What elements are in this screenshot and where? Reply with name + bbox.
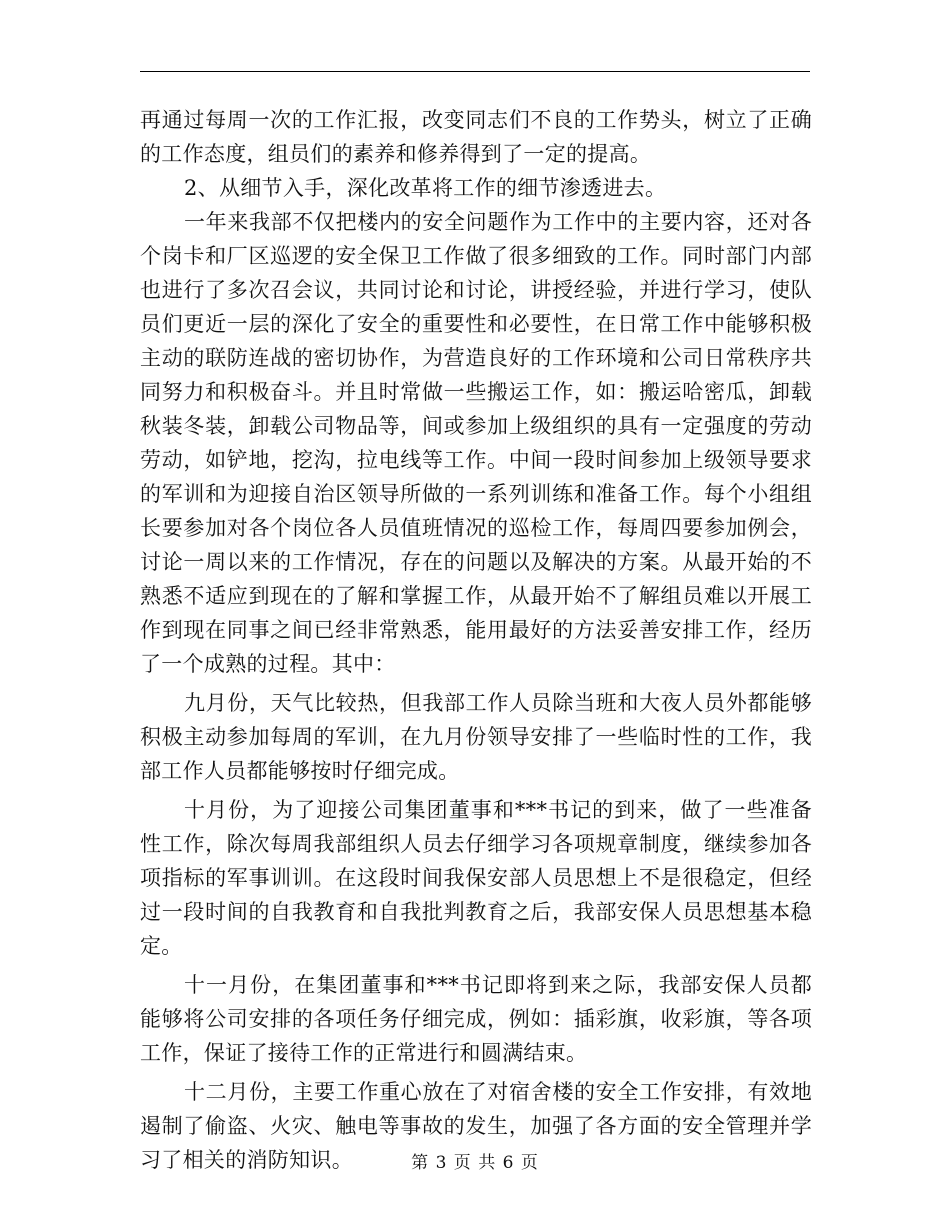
header-rule <box>140 71 810 72</box>
paragraph-september: 九月份，天气比较热，但我部工作人员除当班和大夜人员外都能够积极主动参加每周的军训，在九月份领导安排了一些临时性的工作，我部工作人员都能够按时仔细完成。 <box>140 691 812 783</box>
paragraph-year-overview: 一年来我部不仅把楼内的安全问题作为工作中的主要内容，还对各个岗卡和厂区巡逻的安全保卫工作做了很多细致的工作。同时部门内部也进行了多次召会议，共同讨论和讨论，讲授经验，并进行学习，使队员们更近一层的深化了安全的重要性和必要性，在日常工作中能够积极主动的联防连战的密切协作，为营造良好的工作环境和公司日常秩序共同努力和积极奋斗。并且时常做一些搬运工作，如：搬运哈密瓜，卸载秋装冬装，卸载公司物品等，间或参加上级组织的具有一定强度的劳动劳动，如铲地，挖沟，拉电线等工作。中间一段时间参加上级领导要求的军训和为迎接自治区领导所做的一系列训练和准备工作。每个小组组长要参加对各个岗位各人员值班情况的巡检工作，每周四要参加例会，讨论一周以来的工作情况，存在的问题以及解决的方案。从最开始的不熟悉不适应到现在的了解和掌握工作，从最开始不了解组员难以开展工作到现在同事之间已经非常熟悉，能用最好的方法妥善安排工作，经历了一个成熟的过程。其中： <box>140 210 812 676</box>
paragraph-november: 十一月份，在集团董事和***书记即将到来之际，我部安保人员都能够将公司安排的各项任务仔细完成，例如：插彩旗，收彩旗，等各项工作，保证了接待工作的正常进行和圆满结束。 <box>140 973 812 1065</box>
paragraph-continuation: 再通过每周一次的工作汇报，改变同志们不良的工作势头，树立了正确的工作态度，组员们的素养和修养得到了一定的提高。 <box>140 108 812 166</box>
paragraph-december: 十二月份，主要工作重心放在了对宿舍楼的安全工作安排，有效地遏制了偷盗、火灾、触电等事故的发生，加强了各方面的安全管理并学习了相关的消防知识。 <box>140 1080 812 1172</box>
page-number: 第 3 页 共 6 页 <box>411 1153 539 1173</box>
document-body <box>140 103 812 1177</box>
paragraph-section-heading: 2、从细节入手，深化改革将工作的细节渗透进去。 <box>184 176 667 200</box>
paragraph-october: 十月份，为了迎接公司集团董事和***书记的到来，做了一些准备性工作，除次每周我部组织人员去仔细学习各项规章制度，继续参加各项指标的军事训训。在这段时间我保安部人员思想上不是很稳定，但经过一段时间的自我教育和自我批判教育之后，我部安保人员思想基本稳定。 <box>140 798 812 958</box>
